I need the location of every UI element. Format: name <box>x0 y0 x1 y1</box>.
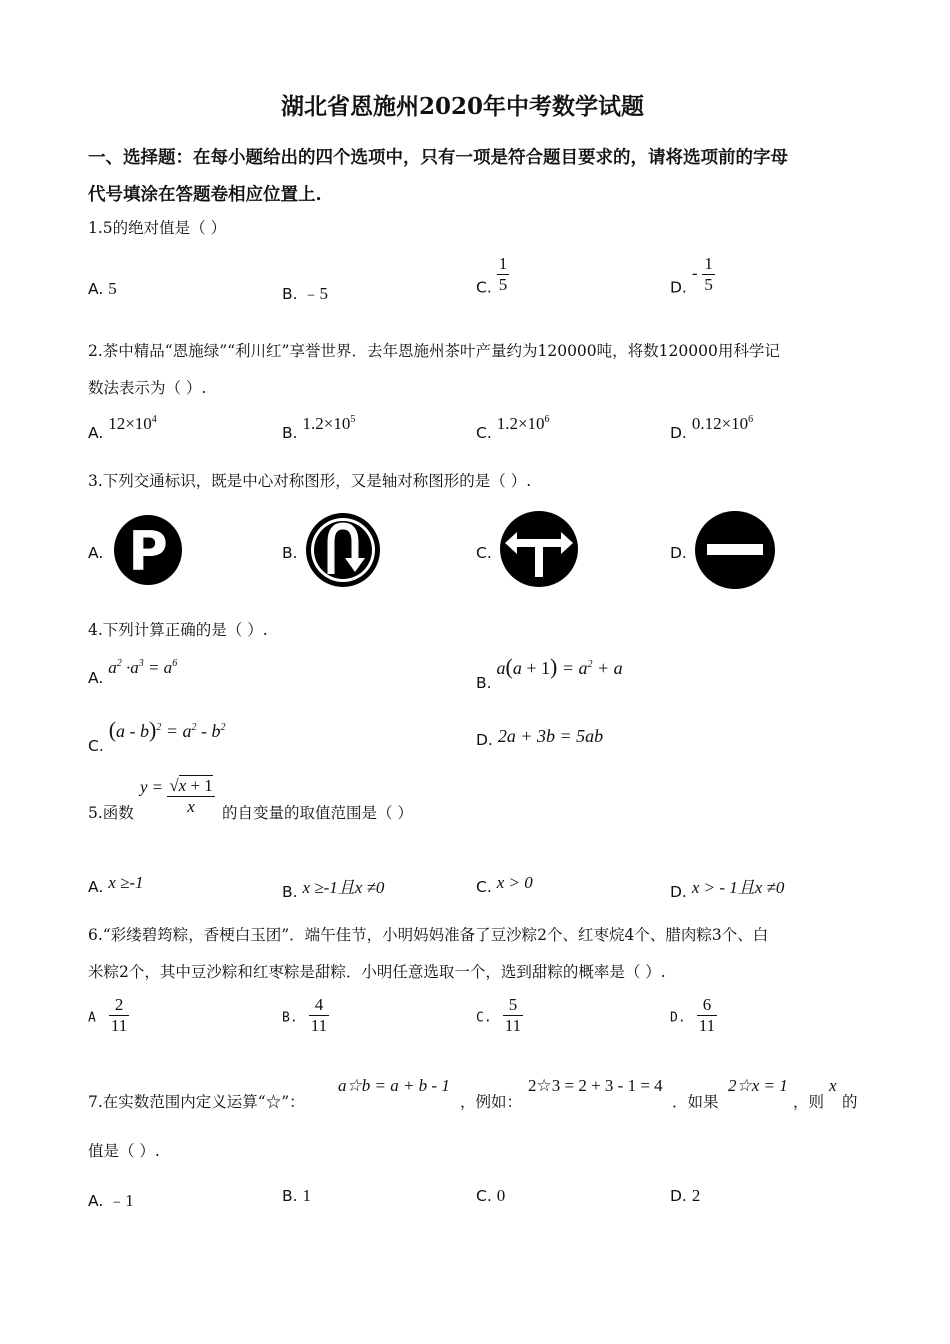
q2-option-d[interactable] <box>670 414 753 442</box>
q1-option-b[interactable] <box>282 279 328 304</box>
denominator: 5 <box>704 274 713 294</box>
q5-option-a[interactable] <box>88 873 144 896</box>
q5-function-formula: y = $\frac{√x + 1}{x}$ <box>140 776 213 816</box>
q7-option-a[interactable] <box>88 1186 134 1211</box>
option-label: C. <box>476 1187 492 1205</box>
q3-option-c-label[interactable]: C. <box>476 544 492 562</box>
q6-option-d[interactable] <box>670 995 717 1035</box>
option-label: B. <box>282 1187 298 1205</box>
math-expression: x ≥-1且x ≠0 <box>302 878 385 897</box>
q2-option-a[interactable] <box>88 414 157 442</box>
fraction <box>109 995 129 1035</box>
option-label: B. <box>282 883 298 901</box>
q3-stem: 3.下列交通标识，既是中心对称图形，又是轴对称图形的是（ ）. <box>88 472 532 490</box>
q5-option-c[interactable] <box>476 873 533 896</box>
q1-option-c[interactable] <box>476 254 509 297</box>
option-coefficient: 0.12×10 <box>691 414 749 433</box>
parking-sign-icon[interactable] <box>113 514 183 586</box>
q6-option-c[interactable] <box>476 995 523 1035</box>
option-label: D. <box>476 731 493 749</box>
option-label: D. <box>670 424 687 442</box>
q2-stem-line1: 2.茶中精品“恩施绿”“利川红”享誉世界．去年恩施州茶叶产量约为120000吨，将数120000用科学记 <box>88 342 780 360</box>
option-exponent: 4 <box>151 414 157 425</box>
q5-option-b[interactable] <box>282 873 384 901</box>
q6-option-b[interactable] <box>282 995 329 1035</box>
option-label: A. <box>88 1192 104 1210</box>
q6-stem-line2: 米粽2个，其中豆沙粽和红枣粽是甜粽．小明任意选取一个，选到甜粽的概率是（ ）. <box>88 963 666 981</box>
numerator: √x + 1 <box>169 776 213 795</box>
fraction <box>702 254 715 294</box>
option-label: D. <box>670 1187 687 1205</box>
option-coefficient: 1.2×10 <box>302 414 351 433</box>
left-right-turn-sign-icon[interactable] <box>499 510 579 588</box>
option-value: 1 <box>302 1186 311 1205</box>
numerator: 5 <box>503 995 523 1016</box>
fraction <box>167 776 214 816</box>
q7-stem-prefix: 7.在实数范围内定义运算“☆”： <box>88 1093 305 1111</box>
q1-option-d[interactable] <box>670 254 715 297</box>
no-entry-sign-icon[interactable] <box>694 510 776 590</box>
q4-option-b[interactable] <box>476 654 623 692</box>
option-label: C. <box>476 1010 492 1026</box>
option-label: A <box>88 1010 96 1026</box>
q1-option-a[interactable] <box>88 279 117 299</box>
q3-option-a-label[interactable]: A. <box>88 544 104 562</box>
q6-stem-line1: 6.“彩缕碧筠粽，香梗白玉团”．端午佳节，小明妈妈准备了豆沙粽2个、红枣烷4个、腊肉粽3个、白 <box>88 926 769 944</box>
denominator: 11 <box>698 1015 716 1035</box>
q4-stem: 4.下列计算正确的是（ ）. <box>88 621 268 639</box>
u-turn-sign-icon[interactable] <box>305 512 381 588</box>
option-label: B. <box>282 285 298 303</box>
option-label: D. <box>670 883 687 901</box>
option-label: C. <box>476 278 492 297</box>
q3-option-b-label[interactable]: B. <box>282 544 298 562</box>
q7-condition: 2☆x = 1 <box>728 1076 788 1095</box>
denominator: 11 <box>310 1015 328 1035</box>
option-value: ﹣5 <box>302 284 328 303</box>
option-label: D. <box>670 1010 686 1026</box>
q7-example-label: ，例如： <box>460 1093 523 1111</box>
q5-option-d[interactable] <box>670 873 784 901</box>
q4-option-c[interactable] <box>88 717 226 755</box>
fraction <box>503 995 523 1035</box>
math-expression: x > 0 <box>496 873 533 892</box>
denominator: 11 <box>110 1015 128 1035</box>
option-label: C. <box>88 737 104 755</box>
option-exponent: 5 <box>350 414 356 425</box>
denominator: 11 <box>504 1015 522 1035</box>
parking-sign-letter: P <box>128 520 168 583</box>
denominator: 5 <box>498 274 508 294</box>
q3-option-d-label[interactable]: D. <box>670 544 687 562</box>
option-coefficient: 1.2×10 <box>496 414 545 433</box>
option-label: B. <box>476 674 492 692</box>
q6-option-a[interactable] <box>88 995 129 1035</box>
option-exponent: 6 <box>748 414 754 425</box>
q7-option-c[interactable] <box>476 1186 505 1206</box>
option-label: C. <box>476 878 492 896</box>
section-instruction-line2: 代号填涂在答题卷相应位置上. <box>88 185 322 205</box>
q7-option-d[interactable] <box>670 1186 700 1206</box>
q7-then-label: ，则 <box>793 1093 825 1111</box>
q7-tail: 的 <box>842 1093 858 1111</box>
math-expression: $a(a + 1) = a^2 + a$ <box>496 654 623 679</box>
numerator: 1 <box>704 254 713 273</box>
option-value: ﹣1 <box>108 1191 134 1210</box>
q7-operation-definition: a☆b = a + b - 1 <box>338 1076 450 1095</box>
fraction <box>697 995 717 1035</box>
paper-title: 湖北省恩施州2020年中考数学试题 <box>281 93 645 120</box>
numerator: 2 <box>109 995 129 1016</box>
option-value: 5 <box>108 279 117 298</box>
section-instruction-line1: 一、选择题：在每小题给出的四个选项中，只有一项是符合题目要求的，请将选项前的字母 <box>88 148 788 168</box>
fraction <box>497 254 510 294</box>
q7-stem-line2: 值是（ ）. <box>88 1142 160 1160</box>
option-label: C. <box>476 424 492 442</box>
q4-option-d[interactable] <box>476 726 603 749</box>
option-label: A. <box>88 424 104 442</box>
fraction <box>309 995 329 1035</box>
q7-option-b[interactable] <box>282 1186 311 1206</box>
option-label: D. <box>670 278 687 297</box>
q7-if-label: ．如果 <box>672 1093 719 1111</box>
q7-example-expression: 2☆3 = 2 + 3 - 1 = 4 <box>528 1076 663 1095</box>
q2-stem-line2: 数法表示为（ ）. <box>88 379 207 397</box>
denominator: x <box>187 796 195 816</box>
option-exponent: 6 <box>544 414 550 425</box>
option-label: A. <box>88 280 104 298</box>
math-expression: $(a - b)^2 = a^2 - b^2$ <box>108 717 226 742</box>
q5-stem-suffix: 的自变量的取值范围是（ ） <box>222 804 413 822</box>
option-value: 0 <box>496 1186 506 1205</box>
math-expression: x > - 1且x ≠0 <box>691 878 785 897</box>
q5-stem-prefix: 5.函数 <box>88 804 134 822</box>
option-value: 2 <box>691 1186 701 1205</box>
option-label: B. <box>282 1010 298 1026</box>
option-coefficient: 12×10 <box>108 414 152 433</box>
math-expression: 2a + 3b = 5ab <box>497 726 604 746</box>
option-label: A. <box>88 878 104 896</box>
q7-variable: x <box>829 1076 837 1095</box>
q1-stem: 1.5的绝对值是（ ） <box>88 219 227 237</box>
numerator: 4 <box>309 995 329 1016</box>
q2-option-b[interactable] <box>282 414 355 442</box>
option-label: B. <box>282 424 298 442</box>
minus-sign: - <box>691 263 698 283</box>
math-expression: $a^2 \cdot a^3 = a^6$ <box>108 658 178 677</box>
option-label: A. <box>88 669 104 687</box>
q4-option-a[interactable] <box>88 658 177 687</box>
numerator: 6 <box>697 995 717 1016</box>
q2-option-c[interactable] <box>476 414 550 442</box>
numerator: 1 <box>498 254 508 273</box>
math-expression: x ≥-1 <box>108 873 144 892</box>
